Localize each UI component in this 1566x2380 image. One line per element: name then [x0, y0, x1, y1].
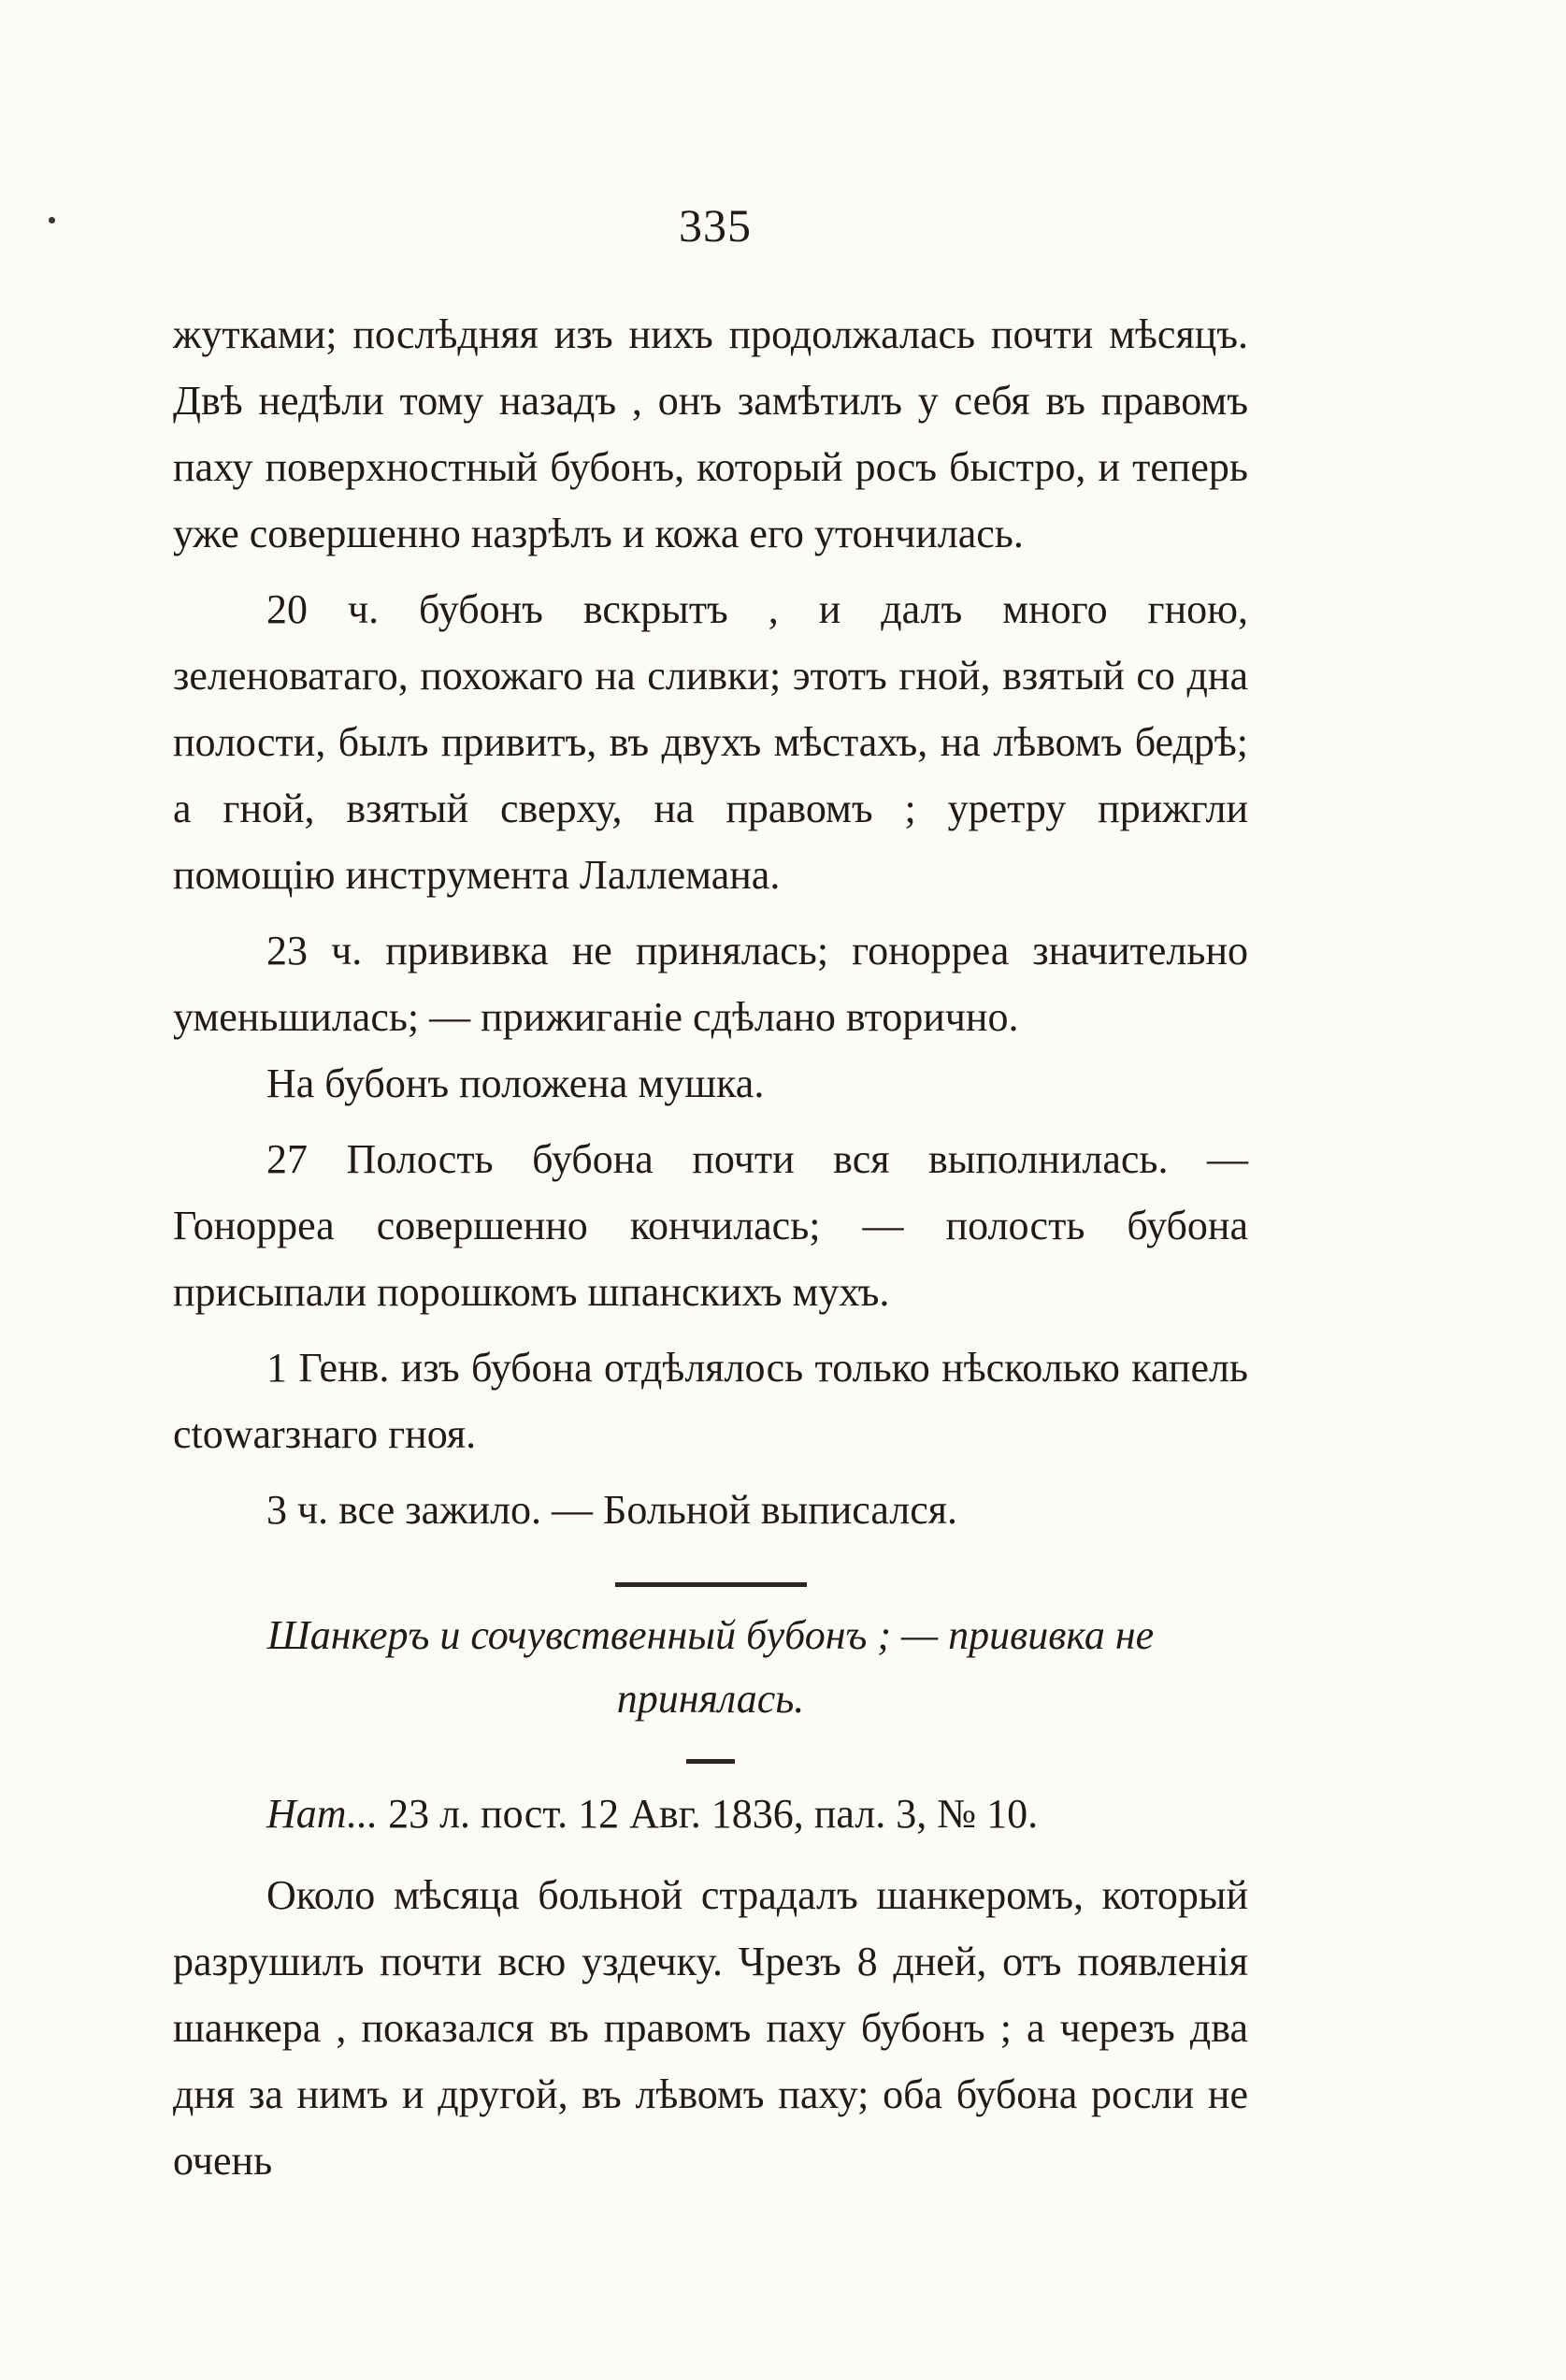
paragraph-mushka: На бубонъ положена мушка.	[266, 1060, 765, 1106]
paragraph-day-23: 23 ч. прививка не принялась; гонорреа значительно уменьшилась; — прижиганіе сдѣлано вторично.	[173, 928, 1248, 1040]
paragraph-day-20: 20 ч. бубонъ вскрытъ , и далъ много гною, зеленоватаго, похожаго на сливки; этотъ гной, взятый со дна полости, былъ привитъ, въ двухъ мѣстахъ, на лѣвомъ бедрѣ; а гной, взятый сверху, на правомъ ; уретру прижгли помощію инструмента Лаллемана.	[173, 586, 1248, 898]
paragraph-jan-1: 1 Генв. изъ бубона отдѣлялось только нѣсколько капель сtowarзнаго гноя.	[173, 1345, 1248, 1457]
case-subtitle: принялась.	[616, 1676, 805, 1722]
main-text	[173, 301, 1248, 2194]
paragraph-intro: жутками; послѣдняя изъ нихъ продолжалась почти мѣсяцъ. Двѣ недѣли тому назадъ , онъ замѣтилъ у себя въ правомъ паху поверхностный бубонъ, который росъ быстро, и теперь уже совершенно назрѣлъ и кожа его утончилась.	[173, 311, 1248, 556]
patient-name: Нат...	[266, 1791, 379, 1837]
paragraph-day-3: 3 ч. все зажило. — Больной выписался.	[266, 1487, 957, 1533]
paragraph-day-27: 27 Полость бубона почти вся выполнилась. — Гонорреа совершенно кончилась; — полость бубона присыпали порошкомъ шпанскихъ мухъ.	[173, 1136, 1248, 1315]
case-title: Шанкеръ и сочувственный бубонъ ; — прививка не	[266, 1612, 1155, 1658]
patient-details: 23 л. пост. 12 Авг. 1836, пал. 3, № 10.	[378, 1791, 1039, 1837]
case-body: Около мѣсяца больной страдалъ шанкеромъ, который разрушилъ почти всю уздечку. Чрезъ 8 дней, отъ появленія шанкера , показался въ правомъ паху бубонъ ; а черезъ два дня за нимъ и другой, въ лѣвомъ паху; оба бубона росли не очень	[173, 1872, 1248, 2184]
page-number: 335	[679, 199, 752, 252]
section-divider	[615, 1582, 807, 1587]
patient-line	[173, 1781, 1248, 1847]
title-divider	[686, 1759, 735, 1764]
